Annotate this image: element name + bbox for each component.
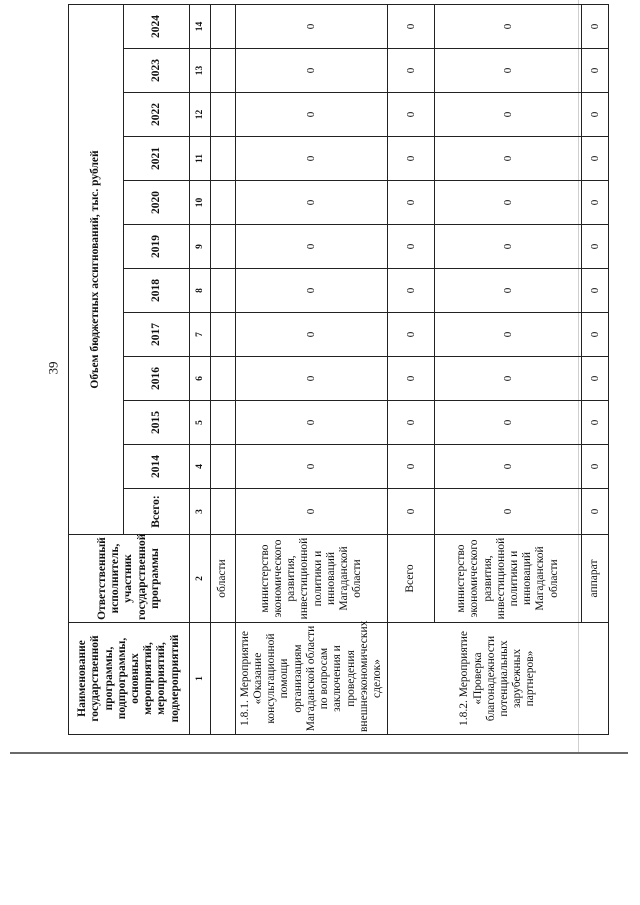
value-cell: 0 [236,313,388,357]
name-cell: 1.8.1. Мероприятие «Оказание консультационной помощи организациям Магаданской области по вопросам заключения и проведения внешнеэкономических сделок» [236,623,388,735]
header-budget: Объем бюджетных ассигнований, тыс. рублей [69,4,124,534]
value-cell: 0 [388,181,435,225]
executor-cell: аппарат [582,535,609,623]
value-cell [211,49,236,93]
header-year: 2015 [124,401,190,445]
table-row [211,4,236,734]
value-cell: 0 [236,489,388,535]
value-cell: 0 [435,49,582,93]
executor-cell: министерство экономического развития, инвестиционной политики и инноваций Магаданской области [435,535,582,623]
value-cell: 0 [435,357,582,401]
column-number: 9 [190,225,211,269]
value-cell: 0 [236,49,388,93]
value-cell [211,93,236,137]
value-cell: 0 [582,93,609,137]
value-cell: 0 [388,269,435,313]
column-number: 10 [190,181,211,225]
value-cell: 0 [435,313,582,357]
value-cell: 0 [582,4,609,48]
value-cell: 0 [435,489,582,535]
header-total: Всего: [124,489,190,535]
value-cell: 0 [388,489,435,535]
value-cell [211,269,236,313]
value-cell [211,181,236,225]
column-number: 1 [190,623,211,735]
value-cell [211,4,236,48]
scan-bottom-line [10,752,628,754]
header-name: Наименование государственной программы, подпрограммы, основных мероприятий, мероприятий, подмероприятий [69,623,190,735]
header-year: 2018 [124,269,190,313]
header-executor: Ответственный исполнитель, участник государственной программы [69,535,190,623]
value-cell [211,401,236,445]
value-cell: 0 [388,313,435,357]
value-cell: 0 [582,357,609,401]
value-cell: 0 [582,181,609,225]
value-cell: 0 [388,49,435,93]
column-number: 5 [190,401,211,445]
column-number-row [190,4,211,734]
value-cell: 0 [236,445,388,489]
value-cell: 0 [236,93,388,137]
value-cell: 0 [388,4,435,48]
value-cell: 0 [388,401,435,445]
value-cell: 0 [388,225,435,269]
executor-cell: Всего [388,535,435,623]
header-year: 2021 [124,137,190,181]
value-cell: 0 [582,489,609,535]
column-number: 7 [190,313,211,357]
budget-table [68,4,609,735]
value-cell [211,489,236,535]
column-number: 13 [190,49,211,93]
value-cell: 0 [435,225,582,269]
column-number: 14 [190,4,211,48]
value-cell: 0 [388,357,435,401]
value-cell: 0 [435,181,582,225]
value-cell [211,357,236,401]
name-cell: 1.8.2. Мероприятие «Проверка благонадежности потенциальных зарубежных партнеров» [388,623,609,735]
column-number: 8 [190,269,211,313]
value-cell: 0 [582,137,609,181]
column-number: 12 [190,93,211,137]
value-cell: 0 [435,445,582,489]
column-number: 4 [190,445,211,489]
column-number: 2 [190,535,211,623]
value-cell: 0 [435,93,582,137]
page-number: 39 [45,361,61,375]
value-cell: 0 [582,401,609,445]
column-number: 6 [190,357,211,401]
value-cell: 0 [582,445,609,489]
value-cell: 0 [236,137,388,181]
value-cell: 0 [236,4,388,48]
column-number: 3 [190,489,211,535]
value-cell: 0 [435,401,582,445]
value-cell [211,445,236,489]
header-year: 2020 [124,181,190,225]
value-cell: 0 [236,357,388,401]
executor-cell: области [211,535,236,623]
header-year: 2023 [124,49,190,93]
value-cell [211,313,236,357]
header-year: 2017 [124,313,190,357]
value-cell [211,225,236,269]
value-cell: 0 [582,269,609,313]
value-cell: 0 [435,4,582,48]
value-cell: 0 [582,313,609,357]
table-row [388,4,435,734]
header-year: 2016 [124,357,190,401]
value-cell: 0 [236,181,388,225]
value-cell: 0 [435,137,582,181]
column-number: 11 [190,137,211,181]
value-cell: 0 [388,137,435,181]
value-cell [211,137,236,181]
value-cell: 0 [236,269,388,313]
table-row [236,4,388,734]
value-cell: 0 [435,269,582,313]
value-cell: 0 [388,445,435,489]
value-cell: 0 [236,401,388,445]
value-cell: 0 [582,49,609,93]
header-year: 2019 [124,225,190,269]
value-cell: 0 [388,93,435,137]
value-cell: 0 [236,225,388,269]
executor-cell: министерство экономического развития, инвестиционной политики и инноваций Магаданской области [236,535,388,623]
value-cell: 0 [582,225,609,269]
rotated-table-sheet [68,5,601,735]
header-year: 2024 [124,4,190,48]
header-year: 2014 [124,445,190,489]
name-cell [211,623,236,735]
header-year: 2022 [124,93,190,137]
